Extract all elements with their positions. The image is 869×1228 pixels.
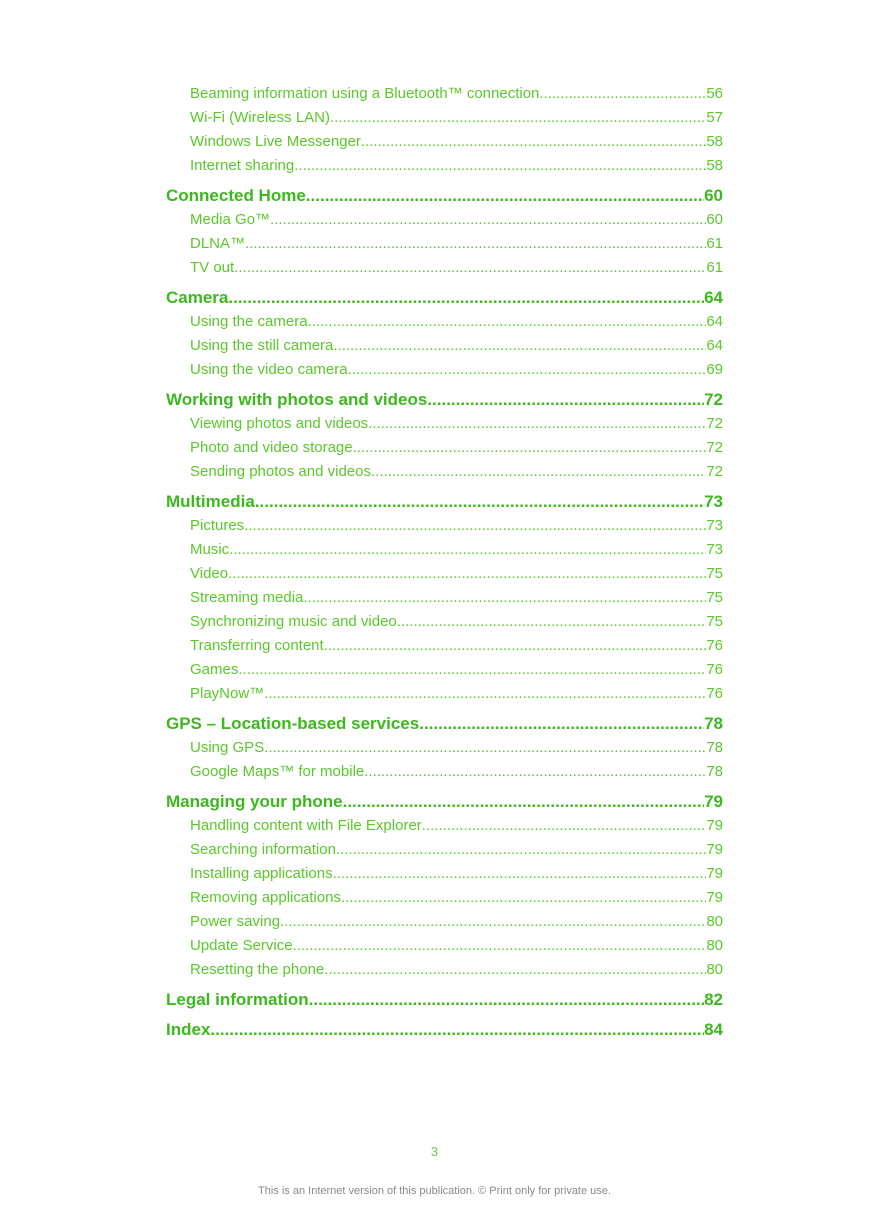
- toc-entry-page: 60: [706, 211, 723, 228]
- toc-subsection-entry[interactable]: [166, 936, 723, 960]
- toc-leader-dots: [361, 132, 706, 152]
- toc-subsection-entry[interactable]: [166, 684, 723, 708]
- toc-entry-title: Streaming media: [190, 589, 304, 606]
- toc-subsection-entry[interactable]: [166, 864, 723, 888]
- toc-entry-page: 72: [706, 415, 723, 432]
- toc-entry-page: 75: [706, 565, 723, 582]
- toc-subsection-entry[interactable]: [166, 564, 723, 588]
- toc-entry-page: 79: [706, 841, 723, 858]
- toc-leader-dots: [264, 684, 706, 704]
- toc-entry-page: 72: [706, 463, 723, 480]
- toc-subsection-entry[interactable]: [166, 840, 723, 864]
- toc-entry-page: 58: [706, 133, 723, 150]
- toc-leader-dots: [427, 390, 704, 410]
- toc-leader-dots: [422, 816, 707, 836]
- toc-entry-title: Music: [190, 541, 230, 558]
- toc-entry-title: Using the video camera: [190, 361, 348, 378]
- toc-entry-page: 76: [706, 661, 723, 678]
- toc-entry-page: 78: [704, 714, 723, 733]
- toc-subsection-entry[interactable]: [166, 888, 723, 912]
- toc-leader-dots: [333, 336, 706, 356]
- toc-leader-dots: [364, 762, 706, 782]
- toc-subsection-entry[interactable]: [166, 762, 723, 786]
- toc-entry-title: Resetting the phone: [190, 961, 325, 978]
- toc-leader-dots: [330, 108, 706, 128]
- toc-section-entry[interactable]: [166, 1020, 723, 1044]
- toc-entry-page: 64: [704, 288, 723, 307]
- toc-entry-title: Viewing photos and videos: [190, 415, 369, 432]
- toc-entry-title: Using the still camera: [190, 337, 334, 354]
- toc-leader-dots: [336, 840, 706, 860]
- toc-subsection-entry[interactable]: [166, 258, 723, 282]
- footer-note: This is an Internet version of this publication. © Print only for private use.: [258, 1185, 611, 1197]
- toc-entry-title: Media Go™: [190, 211, 271, 228]
- toc-entry-title: Sending photos and videos: [190, 463, 371, 480]
- toc-entry-title: GPS – Location-based services: [166, 714, 420, 733]
- toc-subsection-entry[interactable]: [166, 636, 723, 660]
- toc-section-entry[interactable]: [166, 390, 723, 414]
- toc-entry-title: Working with photos and videos: [166, 390, 428, 409]
- toc-leader-dots: [324, 636, 707, 656]
- toc-leader-dots: [353, 438, 707, 458]
- toc-entry-title: Multimedia: [166, 492, 255, 511]
- toc-entry-title: Google Maps™ for mobile: [190, 763, 365, 780]
- toc-leader-dots: [280, 912, 706, 932]
- toc-leader-dots: [324, 960, 706, 980]
- toc-subsection-entry[interactable]: [166, 234, 723, 258]
- toc-leader-dots: [306, 186, 704, 206]
- toc-entry-page: 57: [706, 109, 723, 126]
- toc-entry-title: Windows Live Messenger: [190, 133, 361, 150]
- toc-subsection-entry[interactable]: [166, 516, 723, 540]
- toc-leader-dots: [333, 864, 707, 884]
- toc-entry-page: 72: [704, 390, 723, 409]
- toc-leader-dots: [343, 792, 704, 812]
- toc-leader-dots: [303, 588, 706, 608]
- toc-subsection-entry[interactable]: [166, 312, 723, 336]
- toc-entry-title: Handling content with File Explorer: [190, 817, 422, 834]
- toc-subsection-entry[interactable]: [166, 336, 723, 360]
- toc-section-entry[interactable]: [166, 492, 723, 516]
- toc-entry-title: Wi-Fi (Wireless LAN): [190, 109, 330, 126]
- toc-entry-page: 56: [706, 85, 723, 102]
- toc-entry-page: 79: [706, 865, 723, 882]
- toc-leader-dots: [539, 84, 706, 104]
- toc-entry-title: PlayNow™: [190, 685, 265, 702]
- toc-leader-dots: [309, 990, 704, 1010]
- toc-section-entry[interactable]: [166, 288, 723, 312]
- toc-leader-dots: [229, 540, 706, 560]
- toc-entry-title: Video: [190, 565, 229, 582]
- toc-subsection-entry[interactable]: [166, 438, 723, 462]
- toc-leader-dots: [397, 612, 707, 632]
- toc-leader-dots: [270, 210, 706, 230]
- toc-entry-page: 79: [706, 889, 723, 906]
- toc-entry-page: 61: [706, 235, 723, 252]
- toc-leader-dots: [371, 462, 706, 482]
- toc-subsection-entry[interactable]: [166, 414, 723, 438]
- toc-subsection-entry[interactable]: [166, 738, 723, 762]
- toc-entry-page: 80: [706, 937, 723, 954]
- toc-entry-page: 75: [706, 589, 723, 606]
- toc-leader-dots: [341, 888, 706, 908]
- toc-entry-page: 80: [706, 961, 723, 978]
- toc-entry-page: 82: [704, 990, 723, 1009]
- toc-subsection-entry[interactable]: [166, 462, 723, 486]
- toc-entry-title: Camera: [166, 288, 229, 307]
- toc-entry-page: 78: [706, 763, 723, 780]
- toc-entry-page: 73: [706, 517, 723, 534]
- toc-leader-dots: [308, 312, 707, 332]
- toc-entry-title: Removing applications: [190, 889, 341, 906]
- toc-entry-title: Managing your phone: [166, 792, 343, 811]
- toc-entry-title: Update Service: [190, 937, 293, 954]
- toc-entry-page: 69: [706, 361, 723, 378]
- toc-leader-dots: [419, 714, 704, 734]
- toc-section-entry[interactable]: [166, 792, 723, 816]
- toc-subsection-entry[interactable]: [166, 108, 723, 132]
- toc-entry-title: Transferring content: [190, 637, 324, 654]
- table-of-contents: [166, 84, 723, 1044]
- toc-leader-dots: [368, 414, 706, 434]
- toc-entry-page: 73: [706, 541, 723, 558]
- toc-entry-page: 64: [706, 313, 723, 330]
- toc-entry-title: Pictures: [190, 517, 245, 534]
- toc-subsection-entry[interactable]: [166, 912, 723, 936]
- toc-subsection-entry[interactable]: [166, 588, 723, 612]
- toc-leader-dots: [228, 564, 706, 584]
- toc-leader-dots: [348, 360, 707, 380]
- toc-entry-title: Beaming information using a Bluetooth™ connection: [190, 85, 540, 102]
- toc-entry-title: TV out: [190, 259, 235, 276]
- toc-subsection-entry[interactable]: [166, 360, 723, 384]
- toc-entry-page: 79: [706, 817, 723, 834]
- toc-entry-page: 75: [706, 613, 723, 630]
- toc-leader-dots: [294, 156, 706, 176]
- toc-entry-title: Searching information: [190, 841, 336, 858]
- toc-entry-title: Power saving: [190, 913, 281, 930]
- toc-section-entry[interactable]: [166, 186, 723, 210]
- toc-entry-page: 73: [704, 492, 723, 511]
- toc-entry-page: 64: [706, 337, 723, 354]
- toc-leader-dots: [228, 288, 704, 308]
- toc-subsection-entry[interactable]: [166, 156, 723, 180]
- toc-section-entry[interactable]: [166, 990, 723, 1014]
- toc-entry-title: Using the camera: [190, 313, 308, 330]
- toc-entry-page: 78: [706, 739, 723, 756]
- toc-subsection-entry[interactable]: [166, 132, 723, 156]
- toc-entry-page: 76: [706, 685, 723, 702]
- toc-entry-page: 58: [706, 157, 723, 174]
- toc-leader-dots: [210, 1020, 704, 1040]
- toc-entry-title: Installing applications: [190, 865, 333, 882]
- toc-leader-dots: [234, 258, 706, 278]
- toc-leader-dots: [245, 234, 706, 254]
- toc-entry-page: 61: [706, 259, 723, 276]
- toc-entry-title: Synchronizing music and video: [190, 613, 397, 630]
- toc-leader-dots: [255, 492, 704, 512]
- toc-entry-page: 80: [706, 913, 723, 930]
- toc-entry-title: Internet sharing: [190, 157, 295, 174]
- toc-entry-title: Games: [190, 661, 239, 678]
- toc-subsection-entry[interactable]: [166, 210, 723, 234]
- toc-leader-dots: [293, 936, 707, 956]
- toc-leader-dots: [244, 516, 706, 536]
- toc-entry-page: 79: [704, 792, 723, 811]
- toc-entry-page: 84: [704, 1020, 723, 1039]
- toc-subsection-entry[interactable]: [166, 612, 723, 636]
- toc-entry-title: Legal information: [166, 990, 309, 1009]
- toc-subsection-entry[interactable]: [166, 540, 723, 564]
- toc-entry-title: Index: [166, 1020, 211, 1039]
- toc-entry-title: DLNA™: [190, 235, 246, 252]
- toc-subsection-entry[interactable]: [166, 816, 723, 840]
- toc-section-entry[interactable]: [166, 714, 723, 738]
- page-number: 3: [430, 1144, 439, 1159]
- toc-entry-title: Using GPS: [190, 739, 265, 756]
- toc-entry-title: Connected Home: [166, 186, 306, 205]
- toc-entry-page: 72: [706, 439, 723, 456]
- toc-entry-page: 76: [706, 637, 723, 654]
- toc-leader-dots: [264, 738, 706, 758]
- toc-leader-dots: [238, 660, 706, 680]
- toc-subsection-entry[interactable]: [166, 660, 723, 684]
- toc-entry-title: Photo and video storage: [190, 439, 353, 456]
- toc-subsection-entry[interactable]: [166, 84, 723, 108]
- toc-subsection-entry[interactable]: [166, 960, 723, 984]
- toc-entry-page: 60: [704, 186, 723, 205]
